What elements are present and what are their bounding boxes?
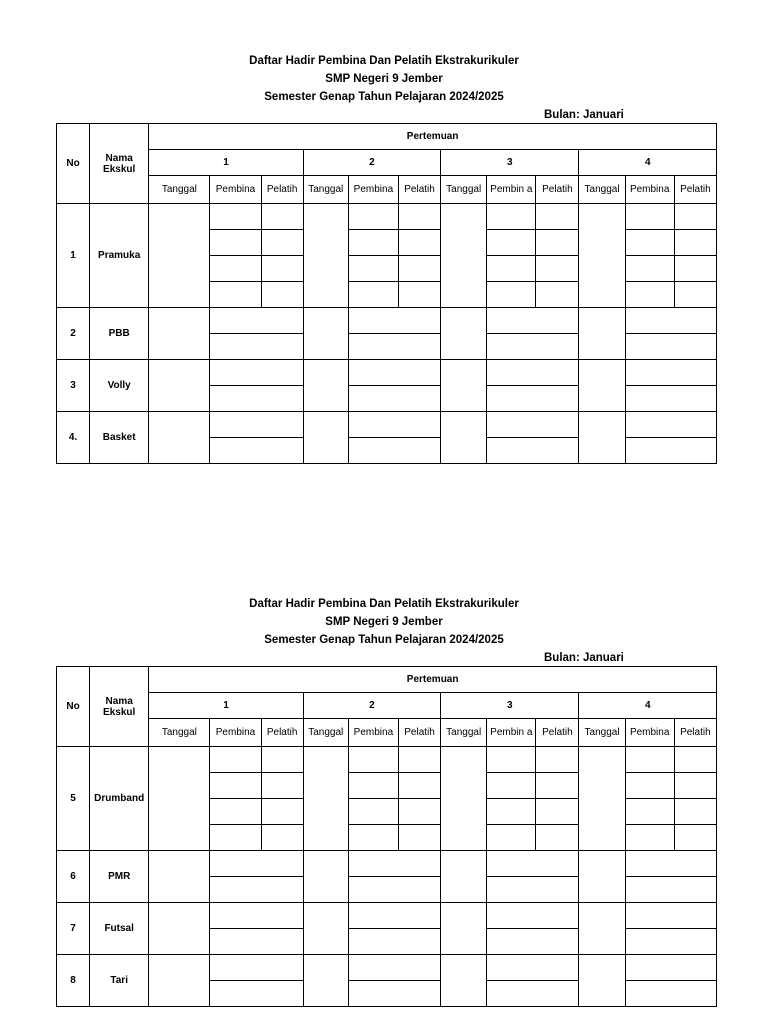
signature-cell[interactable] (348, 981, 440, 1007)
month-label: Bulan: Januari (544, 109, 624, 121)
signature-cell[interactable] (625, 412, 716, 438)
coach-cell[interactable] (210, 825, 261, 851)
sub-header-coach: Pembina (348, 176, 398, 204)
trainer-cell[interactable] (536, 204, 579, 230)
trainer-cell[interactable] (261, 773, 303, 799)
sub-header-date: Tanggal (149, 176, 210, 204)
coach-cell[interactable] (625, 230, 674, 256)
signature-cell[interactable] (348, 903, 440, 929)
meeting-3-header: 3 (441, 693, 579, 719)
sub-header-trainer: Pelatih (536, 719, 579, 747)
date-cell[interactable] (441, 360, 487, 412)
date-cell[interactable] (149, 412, 210, 464)
signature-cell[interactable] (348, 877, 440, 903)
date-cell[interactable] (303, 412, 348, 464)
date-cell[interactable] (149, 955, 210, 1007)
coach-cell[interactable] (625, 825, 674, 851)
signature-cell[interactable] (625, 386, 716, 412)
signature-cell[interactable] (625, 851, 716, 877)
row-no: 6 (57, 851, 90, 903)
signature-cell[interactable] (625, 334, 716, 360)
row-no: 2 (57, 308, 90, 360)
attendance-table (56, 123, 717, 464)
date-cell[interactable] (303, 308, 348, 360)
coach-cell[interactable] (625, 773, 674, 799)
date-cell[interactable] (579, 955, 625, 1007)
signature-cell[interactable] (210, 308, 303, 334)
trainer-cell[interactable] (398, 773, 440, 799)
date-cell[interactable] (579, 360, 625, 412)
signature-cell[interactable] (487, 955, 579, 981)
signature-cell[interactable] (348, 412, 440, 438)
trainer-cell[interactable] (261, 747, 303, 773)
signature-cell[interactable] (348, 929, 440, 955)
signature-cell[interactable] (625, 903, 716, 929)
date-cell[interactable] (441, 903, 487, 955)
header-meetings: Pertemuan (149, 667, 717, 693)
header-no: No (57, 124, 90, 204)
school-name: SMP Negeri 9 Jember (325, 73, 443, 85)
date-cell[interactable] (441, 955, 487, 1007)
signature-cell[interactable] (210, 386, 303, 412)
coach-cell[interactable] (487, 230, 536, 256)
signature-cell[interactable] (487, 929, 579, 955)
trainer-cell[interactable] (536, 230, 579, 256)
signature-cell[interactable] (348, 360, 440, 386)
date-cell[interactable] (579, 412, 625, 464)
sub-header-trainer: Pelatih (398, 719, 440, 747)
trainer-cell[interactable] (674, 799, 716, 825)
coach-cell[interactable] (348, 230, 398, 256)
row-name: Volly (90, 360, 149, 412)
sub-header-trainer: Pelatih (674, 719, 716, 747)
trainer-cell[interactable] (674, 282, 716, 308)
trainer-cell[interactable] (674, 230, 716, 256)
signature-cell[interactable] (210, 360, 303, 386)
month-label: Bulan: Januari (544, 652, 624, 664)
meeting-2-header: 2 (303, 150, 440, 176)
signature-cell[interactable] (210, 438, 303, 464)
date-cell[interactable] (303, 747, 348, 851)
signature-cell[interactable] (210, 903, 303, 929)
row-name: Basket (90, 412, 149, 464)
signature-cell[interactable] (625, 360, 716, 386)
coach-cell[interactable] (348, 773, 398, 799)
trainer-cell[interactable] (674, 773, 716, 799)
date-cell[interactable] (441, 747, 487, 851)
date-cell[interactable] (579, 308, 625, 360)
row-name: Pramuka (90, 204, 149, 308)
sub-header-coach: Pembin a (487, 719, 536, 747)
signature-cell[interactable] (210, 929, 303, 955)
table-row (57, 747, 717, 773)
row-name: Futsal (90, 903, 149, 955)
sheet-title: Daftar Hadir Pembina Dan Pelatih Ekstrakurikuler (249, 598, 519, 610)
coach-cell[interactable] (348, 799, 398, 825)
sub-header-coach: Pembina (210, 719, 261, 747)
trainer-cell[interactable] (398, 747, 440, 773)
signature-cell[interactable] (487, 360, 579, 386)
date-cell[interactable] (149, 747, 210, 851)
header-meetings: Pertemuan (149, 124, 717, 150)
sheet-title: Daftar Hadir Pembina Dan Pelatih Ekstrakurikuler (249, 55, 519, 67)
attendance-table (56, 666, 717, 1007)
trainer-cell[interactable] (398, 799, 440, 825)
sub-header-trainer: Pelatih (261, 176, 303, 204)
date-cell[interactable] (149, 308, 210, 360)
header-name: Nama Ekskul (90, 124, 149, 204)
row-no: 5 (57, 747, 90, 851)
trainer-cell[interactable] (261, 799, 303, 825)
signature-cell[interactable] (348, 955, 440, 981)
sub-header-trainer: Pelatih (536, 176, 579, 204)
row-no: 7 (57, 903, 90, 955)
coach-cell[interactable] (210, 282, 261, 308)
signature-cell[interactable] (348, 851, 440, 877)
date-cell[interactable] (441, 308, 487, 360)
table-row (57, 412, 717, 438)
sub-header-date: Tanggal (303, 719, 348, 747)
table-row (57, 204, 717, 230)
coach-cell[interactable] (348, 747, 398, 773)
trainer-cell[interactable] (398, 825, 440, 851)
coach-cell[interactable] (625, 747, 674, 773)
semester-line: Semester Genap Tahun Pelajaran 2024/2025 (264, 91, 504, 103)
coach-cell[interactable] (210, 256, 261, 282)
signature-cell[interactable] (625, 981, 716, 1007)
table-row (57, 955, 717, 981)
coach-cell[interactable] (348, 204, 398, 230)
date-cell[interactable] (441, 412, 487, 464)
date-cell[interactable] (579, 851, 625, 903)
row-no: 8 (57, 955, 90, 1007)
sub-header-date: Tanggal (303, 176, 348, 204)
trainer-cell[interactable] (261, 256, 303, 282)
coach-cell[interactable] (487, 825, 536, 851)
coach-cell[interactable] (348, 282, 398, 308)
date-cell[interactable] (149, 903, 210, 955)
coach-cell[interactable] (210, 773, 261, 799)
signature-cell[interactable] (348, 308, 440, 334)
signature-cell[interactable] (487, 334, 579, 360)
coach-cell[interactable] (625, 799, 674, 825)
trainer-cell[interactable] (536, 825, 579, 851)
trainer-cell[interactable] (536, 282, 579, 308)
sub-header-coach: Pembina (625, 719, 674, 747)
meeting-2-header: 2 (303, 693, 440, 719)
attendance-sheet-1 (0, 52, 768, 443)
date-cell[interactable] (303, 204, 348, 308)
sub-header-coach: Pembina (210, 176, 261, 204)
trainer-cell[interactable] (261, 204, 303, 230)
meeting-1-header: 1 (149, 693, 303, 719)
date-cell[interactable] (149, 851, 210, 903)
trainer-cell[interactable] (398, 204, 440, 230)
coach-cell[interactable] (625, 256, 674, 282)
date-cell[interactable] (579, 747, 625, 851)
trainer-cell[interactable] (261, 282, 303, 308)
signature-cell[interactable] (487, 412, 579, 438)
date-cell[interactable] (303, 955, 348, 1007)
signature-cell[interactable] (348, 334, 440, 360)
trainer-cell[interactable] (674, 204, 716, 230)
trainer-cell[interactable] (536, 773, 579, 799)
trainer-cell[interactable] (398, 282, 440, 308)
date-cell[interactable] (579, 903, 625, 955)
signature-cell[interactable] (625, 308, 716, 334)
signature-cell[interactable] (210, 981, 303, 1007)
coach-cell[interactable] (210, 799, 261, 825)
trainer-cell[interactable] (674, 256, 716, 282)
coach-cell[interactable] (487, 773, 536, 799)
trainer-cell[interactable] (261, 825, 303, 851)
signature-cell[interactable] (348, 386, 440, 412)
meeting-3-header: 3 (441, 150, 579, 176)
date-cell[interactable] (149, 360, 210, 412)
attendance-sheet-2 (0, 595, 768, 986)
signature-cell[interactable] (210, 955, 303, 981)
row-no: 1 (57, 204, 90, 308)
date-cell[interactable] (303, 360, 348, 412)
signature-cell[interactable] (487, 386, 579, 412)
trainer-cell[interactable] (398, 256, 440, 282)
sub-header-trainer: Pelatih (398, 176, 440, 204)
sub-header-date: Tanggal (441, 176, 487, 204)
signature-cell[interactable] (487, 903, 579, 929)
sub-header-date: Tanggal (441, 719, 487, 747)
sub-header-coach: Pembina (625, 176, 674, 204)
coach-cell[interactable] (348, 825, 398, 851)
table-row (57, 308, 717, 334)
signature-cell[interactable] (487, 438, 579, 464)
signature-cell[interactable] (210, 334, 303, 360)
signature-cell[interactable] (625, 438, 716, 464)
coach-cell[interactable] (487, 799, 536, 825)
coach-cell[interactable] (348, 256, 398, 282)
signature-cell[interactable] (625, 929, 716, 955)
row-name: PMR (90, 851, 149, 903)
sub-header-date: Tanggal (579, 719, 625, 747)
sub-header-date: Tanggal (579, 176, 625, 204)
trainer-cell[interactable] (674, 747, 716, 773)
signature-cell[interactable] (625, 955, 716, 981)
date-cell[interactable] (441, 851, 487, 903)
sub-header-trainer: Pelatih (674, 176, 716, 204)
date-cell[interactable] (303, 903, 348, 955)
coach-cell[interactable] (487, 256, 536, 282)
coach-cell[interactable] (210, 204, 261, 230)
trainer-cell[interactable] (536, 747, 579, 773)
row-name: Drumband (90, 747, 149, 851)
trainer-cell[interactable] (674, 825, 716, 851)
signature-cell[interactable] (487, 851, 579, 877)
sub-header-coach: Pembin a (487, 176, 536, 204)
trainer-cell[interactable] (261, 230, 303, 256)
signature-cell[interactable] (210, 412, 303, 438)
signature-cell[interactable] (625, 877, 716, 903)
meeting-4-header: 4 (579, 150, 717, 176)
coach-cell[interactable] (487, 747, 536, 773)
trainer-cell[interactable] (536, 256, 579, 282)
sub-header-date: Tanggal (149, 719, 210, 747)
coach-cell[interactable] (210, 230, 261, 256)
date-cell[interactable] (441, 204, 487, 308)
row-name: Tari (90, 955, 149, 1007)
signature-cell[interactable] (210, 851, 303, 877)
signature-cell[interactable] (487, 877, 579, 903)
sub-header-trainer: Pelatih (261, 719, 303, 747)
trainer-cell[interactable] (398, 230, 440, 256)
meeting-4-header: 4 (579, 693, 717, 719)
school-name: SMP Negeri 9 Jember (325, 616, 443, 628)
signature-cell[interactable] (487, 308, 579, 334)
row-name: PBB (90, 308, 149, 360)
coach-cell[interactable] (487, 282, 536, 308)
table-row (57, 360, 717, 386)
coach-cell[interactable] (625, 282, 674, 308)
table-row (57, 903, 717, 929)
sub-header-coach: Pembina (348, 719, 398, 747)
header-no: No (57, 667, 90, 747)
table-row (57, 851, 717, 877)
header-name: Nama Ekskul (90, 667, 149, 747)
trainer-cell[interactable] (536, 799, 579, 825)
semester-line: Semester Genap Tahun Pelajaran 2024/2025 (264, 634, 504, 646)
coach-cell[interactable] (210, 747, 261, 773)
coach-cell[interactable] (625, 204, 674, 230)
meeting-1-header: 1 (149, 150, 303, 176)
signature-cell[interactable] (487, 981, 579, 1007)
signature-cell[interactable] (210, 877, 303, 903)
row-no: 4. (57, 412, 90, 464)
row-no: 3 (57, 360, 90, 412)
signature-cell[interactable] (348, 438, 440, 464)
coach-cell[interactable] (487, 204, 536, 230)
date-cell[interactable] (303, 851, 348, 903)
date-cell[interactable] (579, 204, 625, 308)
date-cell[interactable] (149, 204, 210, 308)
